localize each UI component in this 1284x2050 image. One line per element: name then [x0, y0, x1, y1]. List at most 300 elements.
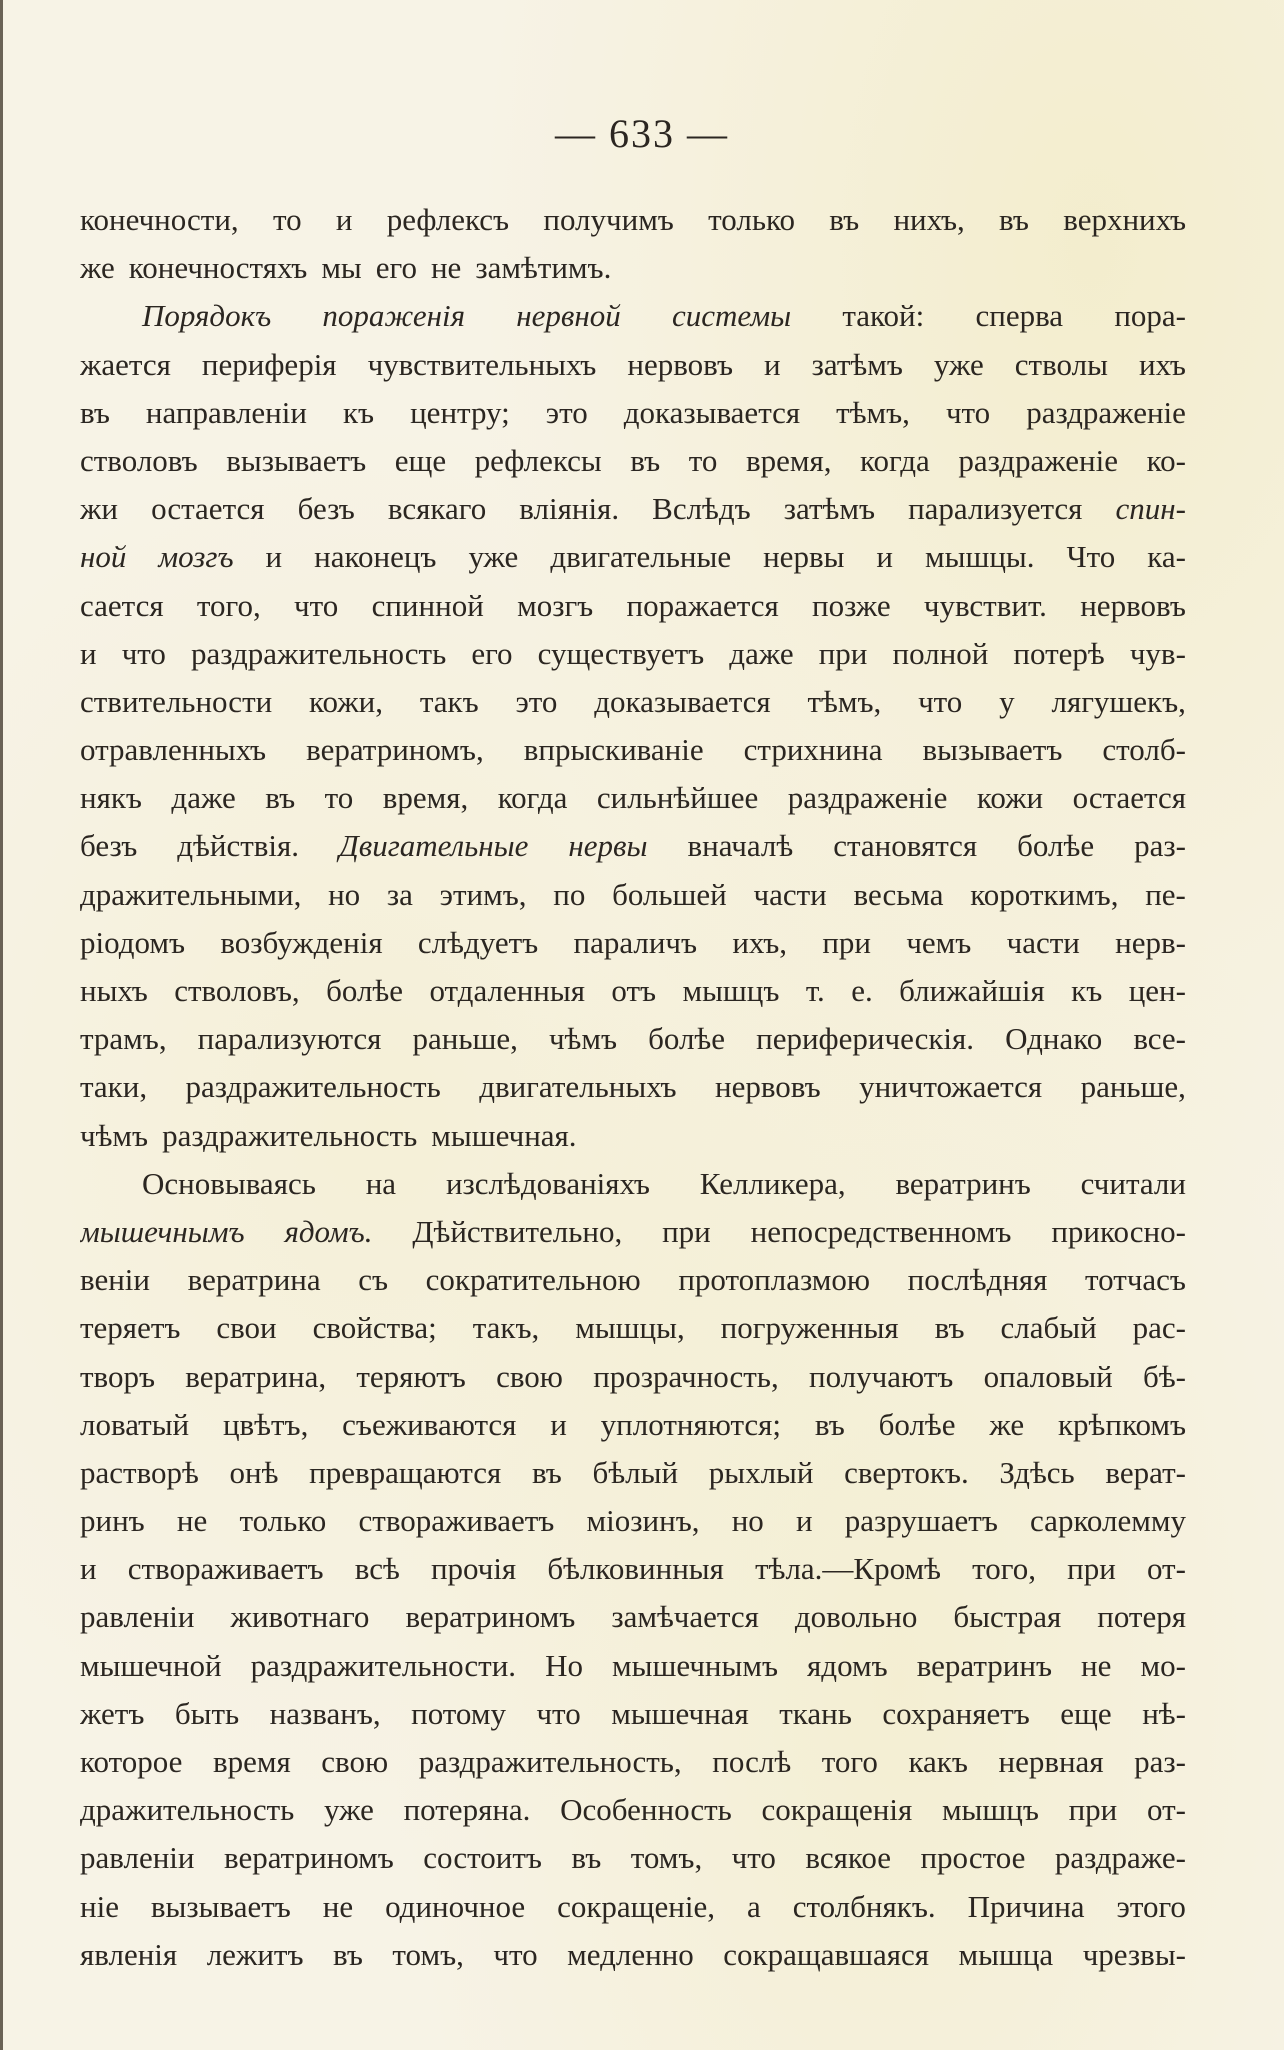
word: нервная — [998, 1744, 1104, 1779]
word: периферія — [201, 346, 337, 382]
word: лягушекъ, — [1051, 683, 1186, 719]
italic-word: пораженія — [322, 298, 465, 334]
word: при — [1067, 1551, 1116, 1587]
word: то — [688, 442, 718, 478]
word: раздражительность — [162, 1117, 418, 1153]
word: двигательные — [550, 539, 732, 575]
word: раздраженіе — [1026, 394, 1186, 430]
word: чувствительныхъ — [367, 346, 597, 382]
word: вератринъ — [916, 1647, 1052, 1683]
word: быстрая — [953, 1599, 1062, 1635]
word: бѣ- — [1143, 1358, 1186, 1394]
word: мышечная — [611, 1695, 749, 1731]
word: погруженныя — [720, 1310, 899, 1346]
word: пе- — [1145, 876, 1186, 912]
word: раз- — [1134, 1744, 1186, 1779]
word: някъ — [80, 780, 142, 816]
text-line — [80, 1690, 1186, 1738]
word: ткань — [779, 1695, 852, 1731]
word: творъ — [80, 1358, 156, 1394]
word: быть — [174, 1695, 240, 1731]
word: потому — [411, 1695, 506, 1731]
text-line — [80, 582, 1186, 630]
word: безъ — [80, 828, 138, 864]
word: впрыскиваніе — [523, 732, 704, 768]
word: болѣе — [648, 1021, 726, 1057]
word: направленіи — [145, 394, 307, 430]
word: превращаются — [309, 1454, 502, 1490]
word: большей — [612, 876, 727, 912]
word: Здѣсь — [999, 1454, 1075, 1490]
word: свойства; — [312, 1310, 437, 1346]
word: становятся — [833, 828, 978, 864]
word: растворѣ — [80, 1454, 199, 1490]
word: и — [876, 539, 894, 575]
word: простое — [920, 1840, 1026, 1876]
word: стволы — [1014, 346, 1108, 382]
word: центру; — [410, 394, 510, 430]
word: доказывается — [623, 394, 801, 430]
word: изслѣдованіяхъ — [445, 1165, 650, 1201]
word: уничтожается — [859, 1069, 1043, 1105]
word: считали — [1080, 1165, 1186, 1201]
italic-word: спин- — [1115, 491, 1186, 527]
word: свои — [216, 1310, 277, 1346]
word: сокращенія — [761, 1792, 913, 1828]
word: параличъ — [573, 924, 698, 960]
word: отдаленныя — [429, 973, 585, 1008]
word: нерв- — [1115, 924, 1186, 960]
word: и — [550, 1406, 567, 1442]
word: Вслѣдъ — [652, 491, 751, 527]
word: мо- — [1140, 1647, 1186, 1683]
word: е. — [851, 973, 873, 1008]
text-line — [80, 1883, 1186, 1931]
word: это — [515, 683, 558, 719]
word: не — [430, 250, 462, 286]
word: уже — [468, 539, 519, 575]
word: но — [731, 1503, 764, 1539]
word: даже — [171, 780, 236, 816]
word: жи — [80, 491, 119, 527]
text-line — [80, 1063, 1186, 1111]
word: пора- — [1114, 298, 1186, 334]
word: тѣла.—Кромѣ — [755, 1551, 941, 1587]
text-line — [80, 485, 1186, 533]
word: онѣ — [229, 1454, 279, 1490]
word: не — [176, 1503, 208, 1539]
word: какъ — [908, 1744, 968, 1779]
word: раздраженіе — [958, 442, 1119, 478]
word: цвѣтъ, — [222, 1406, 309, 1442]
word: створаживаетъ — [127, 1551, 324, 1587]
word: вначалѣ — [687, 828, 794, 864]
word: названъ, — [269, 1695, 381, 1731]
word: мышечнымъ — [612, 1647, 778, 1683]
word: получимъ — [543, 202, 674, 237]
word: сократительною — [425, 1262, 641, 1298]
text-line — [80, 1931, 1186, 1979]
word: свою — [496, 1358, 563, 1394]
word: вызываетъ — [226, 442, 367, 478]
word: ринъ — [80, 1503, 145, 1539]
word: что — [731, 1840, 776, 1876]
text-line — [80, 726, 1186, 774]
word: рефлексъ — [386, 202, 510, 237]
word: съеживаются — [342, 1406, 517, 1442]
word: раздражительности. — [250, 1647, 517, 1683]
word: сохраняетъ — [882, 1695, 1030, 1731]
text-line — [80, 919, 1186, 967]
word: при — [662, 1213, 711, 1249]
word: то — [324, 780, 354, 816]
word: и — [80, 635, 97, 671]
text-line — [80, 822, 1186, 870]
word: двигательныхъ — [479, 1069, 677, 1105]
word: чувствит. — [923, 587, 1047, 623]
word: при — [818, 635, 868, 671]
word: раздражительность — [191, 635, 447, 671]
word: равленіи — [80, 1840, 195, 1876]
word: раздражительность, — [418, 1744, 682, 1779]
word: нервовъ — [627, 346, 734, 382]
word: довольно — [794, 1599, 918, 1635]
word: свертокъ. — [844, 1454, 969, 1490]
italic-word: мозгъ — [158, 539, 234, 575]
text-line — [80, 871, 1186, 919]
word: сокращеніе, — [557, 1888, 716, 1924]
word: міозинъ, — [586, 1503, 700, 1539]
word: въ — [630, 442, 661, 478]
word: болѣе — [326, 973, 404, 1008]
word: верхнихъ — [1063, 202, 1186, 237]
word: жается — [80, 346, 171, 382]
word: тѣмъ, — [836, 394, 910, 430]
word: и — [335, 202, 353, 237]
word: при — [822, 924, 872, 960]
word: ствительности — [80, 683, 273, 719]
text-line — [80, 1545, 1186, 1593]
word: всякое — [805, 1840, 891, 1876]
word: вератрина, — [185, 1358, 327, 1394]
word: части — [753, 876, 827, 912]
word: существуетъ — [537, 635, 705, 671]
word: кожи — [976, 780, 1044, 816]
word: мышечной — [80, 1647, 222, 1683]
word: стволовъ — [80, 442, 198, 478]
word: потерѣ — [1013, 635, 1105, 671]
word: остается — [151, 491, 265, 527]
text-line — [80, 196, 1186, 244]
text-line — [80, 1786, 1186, 1834]
word: и — [80, 1551, 97, 1587]
word: медленно — [567, 1936, 694, 1972]
word: створаживаетъ — [358, 1503, 555, 1539]
word: томъ, — [392, 1936, 464, 1972]
word: прозрачность, — [593, 1358, 779, 1394]
word: возбужденія — [220, 924, 383, 960]
word: Но — [545, 1647, 583, 1683]
word: болѣе — [878, 1406, 956, 1442]
word: время, — [745, 442, 832, 478]
italic-word: Двигательные — [339, 828, 529, 864]
word: одиночное — [385, 1888, 526, 1924]
word: не — [322, 1888, 354, 1924]
word: что — [536, 1695, 581, 1731]
word: что — [294, 587, 339, 623]
word: дражительными, — [80, 876, 302, 912]
word: дражительность — [80, 1792, 295, 1828]
word: нѣ- — [1142, 1695, 1186, 1731]
word: бѣлый — [592, 1454, 679, 1490]
word: наконецъ — [314, 539, 437, 575]
word: ко- — [1146, 442, 1186, 478]
word: что — [918, 683, 963, 719]
text-line — [80, 1593, 1186, 1641]
word: протоплазмою — [678, 1262, 871, 1298]
word: столб- — [1102, 732, 1186, 768]
word: чемъ — [906, 924, 972, 960]
word: а — [746, 1888, 761, 1924]
text-line — [80, 437, 1186, 485]
word: периферическія. — [756, 1021, 975, 1057]
word: отъ — [611, 973, 657, 1008]
word: съ — [358, 1262, 389, 1298]
text-line — [80, 244, 1186, 292]
word: состоитъ — [423, 1840, 542, 1876]
word: ніе — [80, 1888, 119, 1924]
word: время — [212, 1744, 291, 1779]
word: нервовъ — [1080, 587, 1186, 623]
word: и — [265, 539, 283, 575]
text-line — [80, 389, 1186, 437]
word: при — [1068, 1792, 1118, 1828]
word: прикосно- — [1051, 1213, 1186, 1249]
word: безъ — [297, 491, 355, 527]
word: болѣе — [1017, 828, 1095, 864]
word: животнаго — [230, 1599, 370, 1635]
word: раньше, — [1080, 1069, 1186, 1105]
word: того — [821, 1744, 878, 1779]
text-line — [80, 1449, 1186, 1497]
word: равленіи — [80, 1599, 195, 1635]
word: вератринъ — [895, 1165, 1031, 1201]
word: къ — [1071, 973, 1103, 1008]
word: въ — [531, 1454, 562, 1490]
word: ныхъ — [80, 973, 148, 1008]
text-line — [80, 774, 1186, 822]
word: конечности, — [80, 202, 239, 237]
word: дѣйствія. — [177, 828, 300, 864]
word: то — [272, 202, 302, 237]
word: сокращавшаяся — [723, 1936, 930, 1972]
word: послѣ — [712, 1744, 792, 1779]
word: вератриномъ — [223, 1840, 394, 1876]
italic-word: Порядокъ — [142, 298, 272, 334]
word: отравленныхъ — [80, 732, 267, 768]
word: вератрина — [187, 1262, 321, 1298]
word: такой: — [842, 298, 925, 334]
text-line — [80, 1834, 1186, 1882]
word: мышцъ — [682, 973, 780, 1008]
word: того, — [196, 587, 261, 623]
word: все- — [1133, 1021, 1186, 1057]
word: въ — [80, 394, 110, 430]
word: еще — [1060, 1695, 1112, 1731]
word: всѣ — [354, 1551, 400, 1587]
word: сперва — [975, 298, 1064, 334]
word: ріодомъ — [80, 924, 186, 960]
text-line — [80, 630, 1186, 678]
word: же — [989, 1406, 1025, 1442]
word: мышцъ — [941, 1792, 1039, 1828]
word: тотчасъ — [1085, 1262, 1186, 1298]
word: Причина — [967, 1888, 1085, 1924]
word: сильнѣйшее — [596, 780, 759, 816]
word: въ — [829, 202, 860, 237]
word: Что — [1066, 539, 1116, 575]
word: слабый — [1000, 1310, 1097, 1346]
word: даже — [729, 635, 794, 671]
text-line — [80, 1256, 1186, 1304]
word: мы — [321, 250, 362, 286]
word: позже — [812, 587, 891, 623]
word: сается — [80, 587, 164, 623]
word: ихъ, — [732, 924, 788, 960]
word: что — [945, 394, 991, 430]
word: раздраже- — [1054, 1840, 1186, 1876]
word: не — [1081, 1647, 1112, 1683]
word: уже — [933, 346, 984, 382]
word: веніи — [80, 1262, 151, 1298]
italic-word: ядомъ. — [284, 1213, 373, 1249]
word: затѣмъ — [811, 346, 903, 382]
word: вератриномъ, — [306, 732, 484, 768]
word: раз- — [1134, 828, 1186, 864]
text-line — [80, 1304, 1186, 1352]
word: получаютъ — [808, 1358, 954, 1394]
word: от- — [1146, 1551, 1186, 1587]
word: чѣмъ — [80, 1117, 149, 1153]
word: раздражительность — [185, 1069, 441, 1105]
text-line — [80, 292, 1186, 340]
word: доказывается — [594, 683, 771, 719]
word: разрушаетъ — [844, 1503, 998, 1539]
body-text — [80, 196, 1186, 1979]
word: мозгъ — [517, 587, 594, 623]
word: стволовъ, — [174, 973, 300, 1008]
word: его — [375, 250, 417, 286]
word: слѣдуетъ — [417, 924, 539, 960]
page-number: — 633 — — [555, 111, 729, 156]
word: спинной — [371, 587, 484, 623]
word: мышца — [958, 1936, 1054, 1972]
word: когда — [860, 442, 930, 478]
word: такъ — [419, 683, 479, 719]
word: только — [239, 1503, 327, 1539]
word: къ — [342, 394, 375, 430]
italic-word: ной — [80, 539, 127, 575]
word: теряетъ — [80, 1310, 181, 1346]
word: весьма — [853, 876, 944, 912]
word: конечностяхъ — [128, 250, 308, 286]
text-line — [80, 1208, 1186, 1256]
word: всякаго — [387, 491, 487, 527]
word: и — [795, 1503, 813, 1539]
word: чѣмъ — [548, 1021, 618, 1057]
word: потеря — [1097, 1599, 1186, 1635]
word: т. — [805, 973, 825, 1008]
word: за — [386, 876, 413, 912]
word: потеряна. — [403, 1792, 531, 1828]
word: этого — [1116, 1888, 1186, 1924]
page-edge-shadow — [0, 0, 3, 2050]
word: кожи, — [309, 683, 384, 719]
word: въ — [999, 202, 1029, 237]
word: еще — [394, 442, 447, 478]
word: того, — [972, 1551, 1036, 1587]
text-line — [80, 341, 1186, 389]
word: рас- — [1132, 1310, 1186, 1346]
word: вліянія. — [519, 491, 620, 527]
word: мышцы, — [575, 1310, 685, 1346]
word: когда — [497, 780, 568, 816]
word: послѣдняя — [907, 1262, 1048, 1298]
word: тѣмъ, — [807, 683, 882, 719]
word: верат- — [1105, 1454, 1186, 1490]
word: парализуется — [908, 491, 1083, 527]
word: мышцы. — [925, 539, 1035, 575]
word: только — [708, 202, 795, 237]
word: сарколемму — [1030, 1503, 1186, 1539]
word: ловатый — [80, 1406, 190, 1442]
word: по — [553, 876, 586, 912]
word: ближайшія — [899, 973, 1045, 1008]
word: же — [80, 250, 115, 286]
text-line — [80, 1015, 1186, 1063]
word: таки, — [80, 1069, 148, 1105]
word: на — [365, 1165, 397, 1201]
word: у — [999, 683, 1015, 719]
word: от- — [1147, 1792, 1186, 1828]
word: части — [1006, 924, 1080, 960]
word: столбнякъ. — [792, 1888, 936, 1924]
word: въ — [934, 1310, 965, 1346]
text-line — [80, 1642, 1186, 1690]
word: нихъ, — [893, 202, 965, 237]
text-line — [80, 967, 1186, 1015]
word: такъ, — [472, 1310, 540, 1346]
word: рефлексы — [474, 442, 602, 478]
word: Келликера, — [699, 1165, 846, 1201]
word: ядомъ — [807, 1647, 888, 1683]
word: стрихнина — [743, 732, 883, 768]
word: опаловый — [983, 1358, 1113, 1394]
word: въ — [333, 1936, 363, 1972]
word: его — [471, 635, 513, 671]
word: свою — [321, 1744, 389, 1779]
word: рыхлый — [708, 1454, 814, 1490]
word: вератриномъ — [405, 1599, 576, 1635]
word: бѣлковинныя — [547, 1551, 724, 1587]
text-line — [80, 678, 1186, 726]
word: время, — [382, 780, 469, 816]
word: нервовъ — [714, 1069, 821, 1105]
word: что — [121, 635, 166, 671]
word: Однако — [1005, 1021, 1103, 1057]
word: мышечная. — [431, 1117, 577, 1153]
italic-word: нервы — [568, 828, 648, 864]
